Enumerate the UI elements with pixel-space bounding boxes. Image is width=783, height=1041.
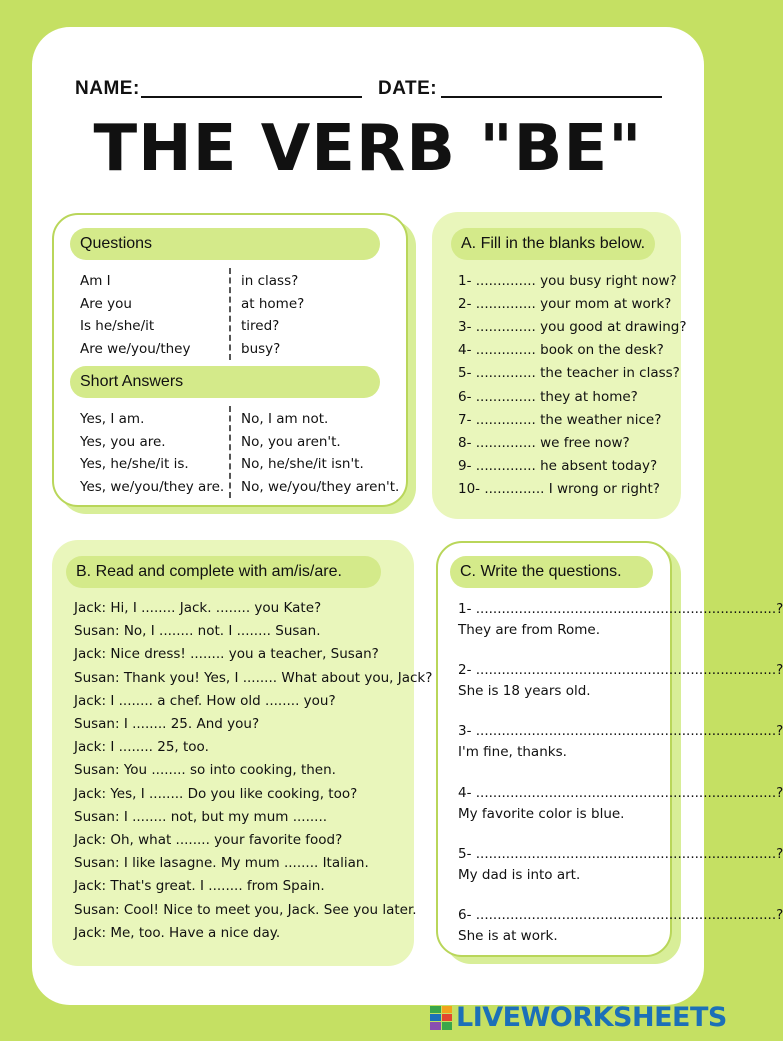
given-answer: My dad is into art. xyxy=(458,866,581,883)
name-field-line[interactable] xyxy=(141,96,362,98)
fill-blank-item: 2- .............. your mom at work? xyxy=(458,296,672,313)
date-field-line[interactable] xyxy=(441,96,662,98)
short-answer-yes: Yes, I am. xyxy=(80,411,145,427)
dialogue-line: Jack: Oh, what ........ your favorite food? xyxy=(74,832,343,848)
given-answer: They are from Rome. xyxy=(458,622,601,638)
page-title: THE VERB "BE" xyxy=(93,112,643,186)
short-answer-no: No, you aren't. xyxy=(241,433,341,450)
short-answers-heading: Short Answers xyxy=(70,366,380,398)
fill-blank-item: 6- .............. they at home? xyxy=(458,388,638,405)
question-prompt-line[interactable]: 3- ......................................................................? xyxy=(458,723,783,740)
given-answer: I'm fine, thanks. xyxy=(458,744,567,761)
dialogue-line: Susan: No, I ........ not. I ........ Susan. xyxy=(74,623,321,640)
short-answer-yes: Yes, you are. xyxy=(80,433,166,450)
question-prompt-line[interactable]: 5- ......................................................................? xyxy=(458,845,783,862)
fill-blank-item: 8- .............. we free now? xyxy=(458,434,630,451)
dialogue-line: Jack: Yes, I ........ Do you like cooking, too? xyxy=(74,785,358,802)
question-subject: Are you xyxy=(80,295,132,312)
name-label: NAME: xyxy=(75,78,140,99)
fill-blank-item: 4- .............. book on the desk? xyxy=(458,342,664,359)
dialogue-line: Jack: Hi, I ........ Jack. ........ you Kate? xyxy=(74,600,322,616)
date-label: DATE: xyxy=(378,78,438,99)
fill-blank-item: 7- .............. the weather nice? xyxy=(458,411,662,428)
questions-divider xyxy=(229,268,231,360)
question-ending: busy? xyxy=(241,340,281,357)
dialogue-line: Susan: You ........ so into cooking, then. xyxy=(74,762,336,779)
dialogue-line: Jack: I ........ 25, too. xyxy=(74,739,209,756)
dialogue-line: Jack: Me, too. Have a nice day. xyxy=(74,924,281,941)
short-answer-yes: Yes, he/she/it is. xyxy=(80,456,189,472)
short-answer-no: No, he/she/it isn't. xyxy=(241,456,364,472)
dialogue-line: Jack: That's great. I ........ from Spain. xyxy=(74,878,325,895)
fill-blank-item: 3- .............. you good at drawing? xyxy=(458,319,687,336)
short-answer-no: No, we/you/they aren't. xyxy=(241,478,400,495)
fill-blank-item: 9- .............. he absent today? xyxy=(458,457,658,474)
question-subject: Is he/she/it xyxy=(80,318,155,334)
section-b-heading: B. Read and complete with am/is/are. xyxy=(66,556,381,588)
liveworksheets-logo-icon xyxy=(430,1006,452,1030)
section-a-heading: A. Fill in the blanks below. xyxy=(451,228,655,260)
fill-blank-item: 1- .............. you busy right now? xyxy=(458,273,677,289)
question-prompt-line[interactable]: 4- ......................................................................? xyxy=(458,784,783,801)
question-ending: tired? xyxy=(241,318,280,334)
short-answers-divider xyxy=(229,406,231,498)
question-prompt-line[interactable]: 6- ......................................................................? xyxy=(458,907,783,923)
section-c-heading: C. Write the questions. xyxy=(450,556,653,588)
dialogue-line: Susan: I ........ not, but my mum ........ xyxy=(74,808,328,825)
given-answer: My favorite color is blue. xyxy=(458,805,625,822)
dialogue-line: Jack: I ........ a chef. How old ........ you? xyxy=(74,692,336,709)
dialogue-line: Susan: I ........ 25. And you? xyxy=(74,716,260,732)
short-answer-yes: Yes, we/you/they are. xyxy=(80,478,225,495)
given-answer: She is 18 years old. xyxy=(458,683,591,700)
liveworksheets-logo[interactable] xyxy=(430,1002,727,1033)
question-ending: at home? xyxy=(241,295,305,312)
question-ending: in class? xyxy=(241,273,299,289)
question-subject: Am I xyxy=(80,273,111,289)
short-answer-no: No, I am not. xyxy=(241,411,329,427)
question-prompt-line[interactable]: 2- ......................................................................? xyxy=(458,662,783,679)
question-subject: Are we/you/they xyxy=(80,340,191,357)
fill-blank-item: 10- .............. I wrong or right? xyxy=(458,480,660,497)
dialogue-line: Susan: Cool! Nice to meet you, Jack. See you later. xyxy=(74,901,417,918)
dialogue-line: Susan: I like lasagne. My mum ........ Italian. xyxy=(74,855,369,872)
liveworksheets-logo-text: LIVEWORKSHEETS xyxy=(456,1002,727,1033)
question-prompt-line[interactable]: 1- ......................................................................? xyxy=(458,601,783,617)
questions-heading: Questions xyxy=(70,228,380,260)
dialogue-line: Jack: Nice dress! ........ you a teacher, Susan? xyxy=(74,646,379,663)
given-answer: She is at work. xyxy=(458,928,558,944)
dialogue-line: Susan: Thank you! Yes, I ........ What about you, Jack? xyxy=(74,669,433,686)
fill-blank-item: 5- .............. the teacher in class? xyxy=(458,365,680,382)
